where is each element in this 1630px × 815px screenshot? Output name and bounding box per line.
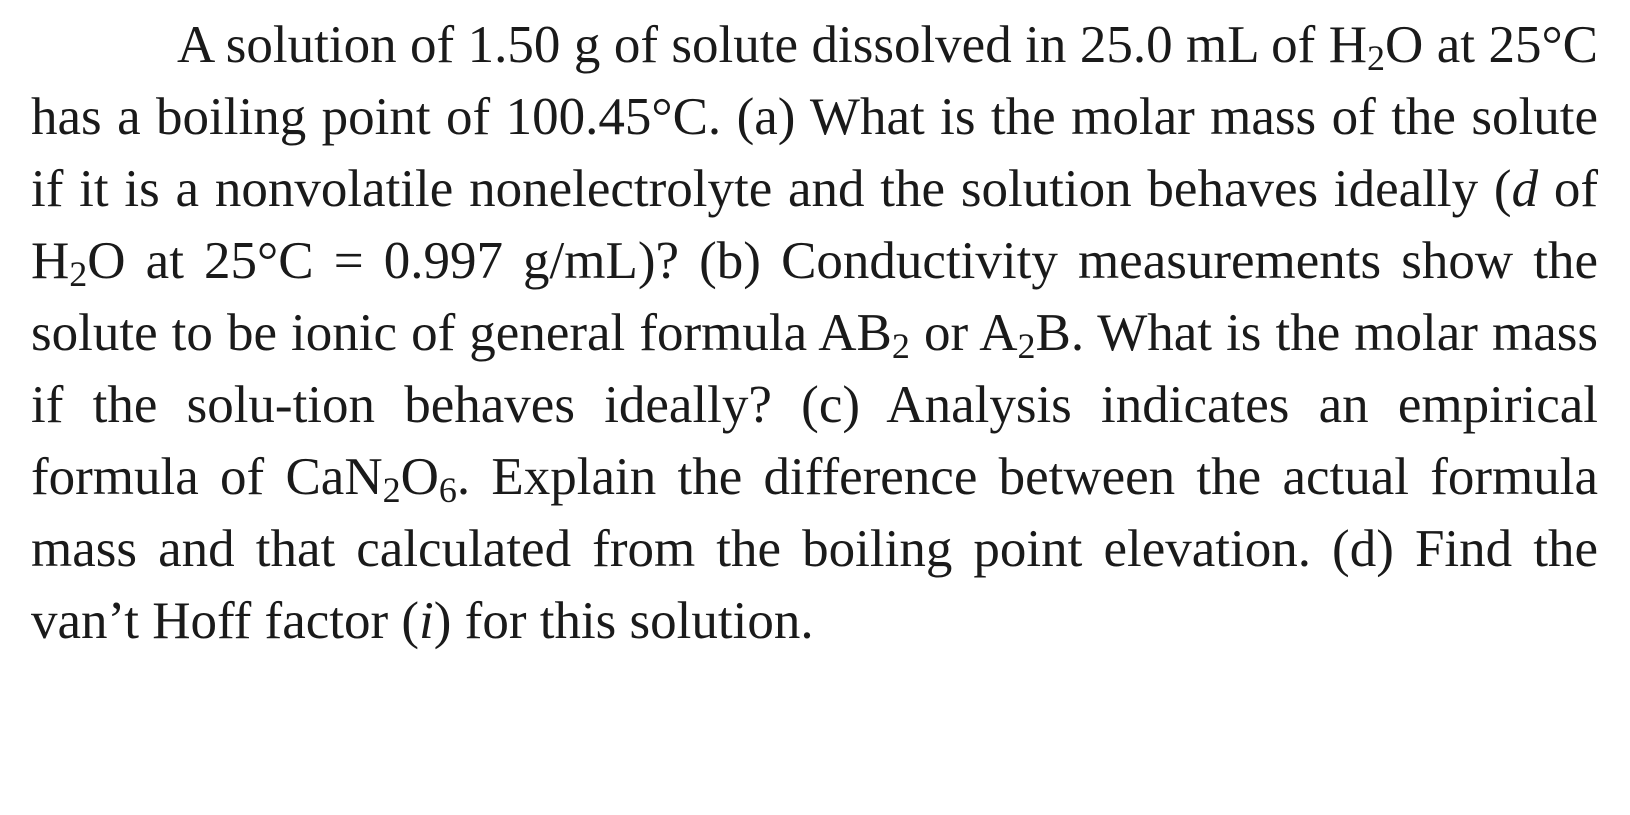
subscript: 2 bbox=[69, 253, 88, 294]
subscript: 2 bbox=[891, 325, 910, 366]
problem-text bbox=[31, 9, 1598, 657]
subscript: 2 bbox=[1367, 37, 1386, 78]
text-run: or A bbox=[909, 304, 1018, 362]
text-run: ) for this solution. bbox=[433, 592, 814, 650]
text-run: of H bbox=[31, 160, 1598, 290]
text-run: O at 25°C has a boiling point of 100.45°C. (a) What is the molar mass of the solute if it is a nonvolatile nonelectrolyte and the solution behaves ideally ( bbox=[31, 16, 1598, 218]
text-run: A solution of 1.50 g of solute dissolved in 25.0 mL of H bbox=[177, 16, 1367, 74]
subscript: 2 bbox=[1017, 325, 1036, 366]
italic-symbol: d bbox=[1511, 160, 1539, 218]
subscript: 2 bbox=[382, 469, 401, 510]
text-run: . Explain the difference between the actual formula mass and that calculated from the boiling point elevation. (d) Find the van’t Hoff factor ( bbox=[31, 448, 1598, 650]
text-run: B. What is the molar mass if the solu-​tion behaves ideally? (c) Analysis indicates an empirical formula of CaN bbox=[31, 304, 1598, 506]
text-run: O bbox=[400, 448, 439, 506]
text-run: O at 25°C = 0.997 g/mL)? (b) Conductivity measurements show the solute to be ionic of general formula AB bbox=[31, 232, 1598, 362]
italic-symbol: i bbox=[419, 592, 434, 650]
subscript: 6 bbox=[438, 469, 457, 510]
